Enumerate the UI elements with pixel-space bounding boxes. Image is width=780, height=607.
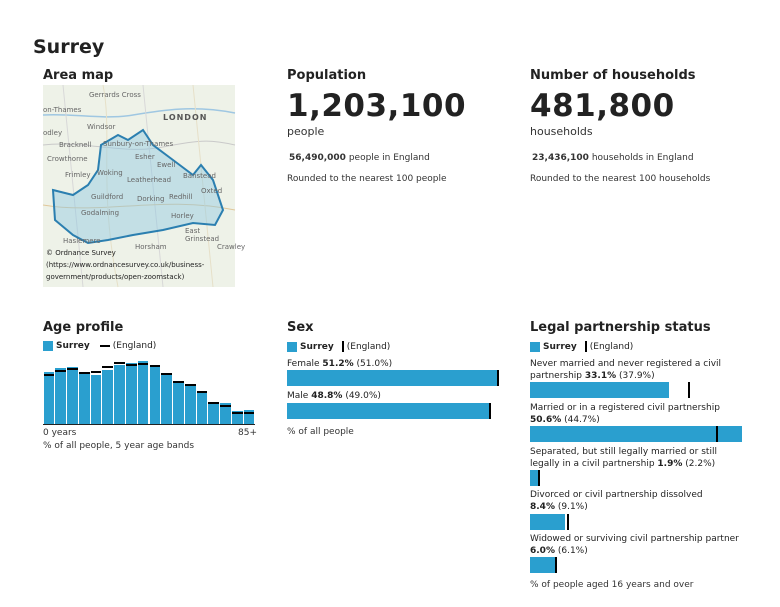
hbar-england-marker — [538, 470, 540, 486]
age-england-marker — [185, 384, 196, 386]
legend-compare-label: (England) — [589, 341, 634, 352]
population-heading: Population — [287, 68, 367, 83]
age-england-marker — [208, 402, 219, 404]
hbar — [530, 514, 565, 530]
legend-area-label: Surrey — [56, 341, 90, 351]
age-bar — [102, 370, 113, 424]
hbar-england-marker — [555, 557, 557, 573]
age-england-marker — [55, 370, 66, 372]
sex-legend — [287, 341, 390, 352]
legend-compare-tick — [100, 345, 110, 347]
map-label-banstead: Banstead — [183, 172, 216, 180]
label-line: Divorced or civil partnership dissolved — [530, 490, 703, 500]
legend-compare-label: (England) — [112, 341, 157, 351]
age-bar — [208, 402, 219, 424]
label-line: Widowed or surviving civil partnership partner — [530, 534, 739, 544]
partnership-value: 50.6% — [530, 415, 562, 425]
label-line: Never married and never registered a civil — [530, 359, 722, 369]
map-label-windsor: Windsor — [87, 123, 116, 131]
population-england-text: people in England — [348, 153, 430, 163]
sex-female-name: Female — [287, 359, 320, 369]
sex-male-compare: (49.0%) — [345, 391, 381, 401]
age-england-marker — [232, 412, 243, 414]
legend-compare-tick — [585, 341, 587, 352]
households-england — [532, 153, 694, 163]
map-label-godalming: Godalming — [81, 209, 120, 217]
age-bar — [44, 372, 55, 424]
age-axis-start: 0 years — [43, 428, 77, 438]
map-label-bracknell: Bracknell — [59, 141, 92, 149]
map-attribution-1[interactable]: © Ordnance Survey — [46, 249, 116, 257]
hbar — [287, 370, 499, 386]
map-label-east-grinstead: East Grinstead — [185, 227, 220, 243]
hbar-england-marker — [716, 426, 718, 442]
map-label-esher: Esher — [135, 153, 155, 161]
partnership-compare: (44.7%) — [564, 415, 600, 425]
age-bar — [67, 367, 78, 424]
age-england-marker — [220, 405, 231, 407]
age-profile-legend — [43, 341, 156, 351]
hbar-england-marker — [489, 403, 491, 419]
age-england-marker — [67, 368, 78, 370]
age-profile-heading: Age profile — [43, 320, 124, 335]
sex-heading: Sex — [287, 320, 314, 335]
sex-male-value: 48.8% — [311, 391, 343, 401]
map-label-sunbury: Sunbury-on-Thames — [103, 140, 174, 148]
partnership-value: 1.9% — [657, 459, 683, 469]
partnership-legend — [530, 341, 633, 352]
population-unit: people — [287, 125, 325, 138]
map-label-woking: Woking — [97, 169, 123, 177]
area-map-heading: Area map — [43, 68, 114, 83]
age-bar — [161, 375, 172, 424]
map-label-crawley: Crawley — [217, 243, 246, 251]
households-value: 481,800 — [530, 88, 675, 124]
age-footnote: % of all people, 5 year age bands — [43, 441, 195, 451]
map-label-gerrards-cross: Gerrards Cross — [89, 91, 141, 99]
partnership-label-married — [530, 402, 720, 426]
map-label-leatherhead: Leatherhead — [127, 176, 172, 184]
sex-female-label — [287, 358, 392, 370]
age-england-marker — [91, 371, 102, 373]
age-england-marker — [173, 381, 184, 383]
map-label-crowthorne: Crowthorne — [47, 155, 88, 163]
population-note: Rounded to the nearest 100 people — [287, 174, 447, 184]
hbar — [530, 557, 555, 573]
hbar-england-marker — [688, 382, 690, 398]
map-label-london: LONDON — [163, 113, 208, 122]
age-england-marker — [244, 412, 255, 414]
legend-compare-label: (England) — [346, 341, 391, 352]
sex-footnote: % of all people — [287, 427, 354, 437]
map-label-ewell: Ewell — [157, 161, 176, 169]
age-england-marker — [114, 362, 125, 364]
age-profile-chart — [43, 354, 255, 424]
population-england — [289, 153, 430, 163]
map-label-guildford: Guildford — [91, 193, 124, 201]
legend-area-label: Surrey — [300, 341, 334, 352]
hbar — [530, 470, 538, 486]
hbar — [530, 382, 669, 398]
households-unit: households — [530, 125, 593, 138]
legend-area-swatch — [43, 341, 53, 351]
map-label-frimley: Frimley — [65, 171, 91, 179]
label-line: Separated, but still legally married or still — [530, 447, 717, 457]
partnership-label-separated — [530, 446, 717, 470]
map-attribution-2[interactable]: (https://www.ordnancesurvey.co.uk/business- — [46, 261, 205, 269]
label-line: partnership — [530, 371, 583, 381]
label-line: legally in a civil partnership — [530, 459, 655, 469]
age-england-marker — [150, 365, 161, 367]
age-bar — [114, 365, 125, 424]
sex-male-name: Male — [287, 391, 309, 401]
legend-compare-tick — [342, 341, 344, 352]
map-attribution-3[interactable]: government/products/open-zoomstack) — [46, 273, 185, 281]
age-bar — [79, 372, 90, 425]
sex-female-value: 51.2% — [322, 359, 354, 369]
partnership-value: 33.1% — [584, 371, 617, 381]
map-label-redhill: Redhill — [169, 193, 193, 201]
partnership-value: 8.4% — [530, 502, 555, 512]
age-bar — [138, 361, 149, 424]
map-label-horsham: Horsham — [135, 243, 167, 251]
age-axis-line — [43, 424, 255, 425]
legend-area-label: Surrey — [543, 341, 577, 352]
age-england-marker — [161, 373, 172, 375]
partnership-label-divorced — [530, 489, 703, 513]
households-note: Rounded to the nearest 100 households — [530, 174, 711, 184]
hbar — [530, 426, 742, 442]
hbar-england-marker — [497, 370, 499, 386]
legend-area-swatch — [530, 342, 540, 352]
households-england-text: households in England — [591, 153, 694, 163]
population-value: 1,203,100 — [287, 88, 467, 124]
hbar — [287, 403, 489, 419]
page-title: Surrey — [33, 36, 105, 58]
map-label-oxted: Oxted — [201, 187, 223, 195]
legend-area-swatch — [287, 342, 297, 352]
age-england-marker — [102, 366, 113, 368]
age-bar — [185, 385, 196, 424]
partnership-value: 6.0% — [530, 546, 555, 556]
partnership-compare: (6.1%) — [557, 546, 588, 556]
age-bar — [173, 383, 184, 424]
map-label-haslemere: Haslemere — [63, 237, 101, 245]
households-heading: Number of households — [530, 68, 696, 83]
partnership-compare: (2.2%) — [685, 459, 716, 469]
map-label-odley: odley — [43, 129, 63, 137]
sex-female-compare: (51.0%) — [356, 359, 393, 369]
age-england-marker — [79, 372, 90, 374]
partnership-compare: (37.9%) — [619, 371, 655, 381]
partnership-footnote: % of people aged 16 years and over — [530, 580, 694, 590]
age-bar — [197, 391, 208, 424]
age-bar — [55, 368, 66, 424]
age-bar — [126, 363, 137, 424]
age-axis-end: 85+ — [238, 428, 257, 438]
age-bar — [150, 365, 161, 425]
partnership-compare: (9.1%) — [557, 502, 588, 512]
map-label-horley: Horley — [171, 212, 194, 220]
age-england-marker — [138, 363, 149, 365]
partnership-label-never-married — [530, 358, 721, 382]
partnership-label-widowed — [530, 533, 739, 557]
hbar-england-marker — [567, 514, 569, 530]
sex-male-label — [287, 390, 381, 402]
age-bar — [91, 375, 102, 424]
age-england-marker — [126, 364, 137, 366]
households-england-value: 23,436,100 — [532, 153, 589, 163]
partnership-heading: Legal partnership status — [530, 320, 711, 335]
population-england-value: 56,490,000 — [289, 153, 346, 163]
age-england-marker — [197, 391, 208, 393]
map-label-dorking: Dorking — [137, 195, 165, 203]
age-england-marker — [44, 374, 55, 376]
label-line: Married or in a registered civil partnership — [530, 403, 720, 413]
area-map[interactable] — [43, 85, 246, 287]
map-label-on-thames: on-Thames — [43, 106, 82, 114]
